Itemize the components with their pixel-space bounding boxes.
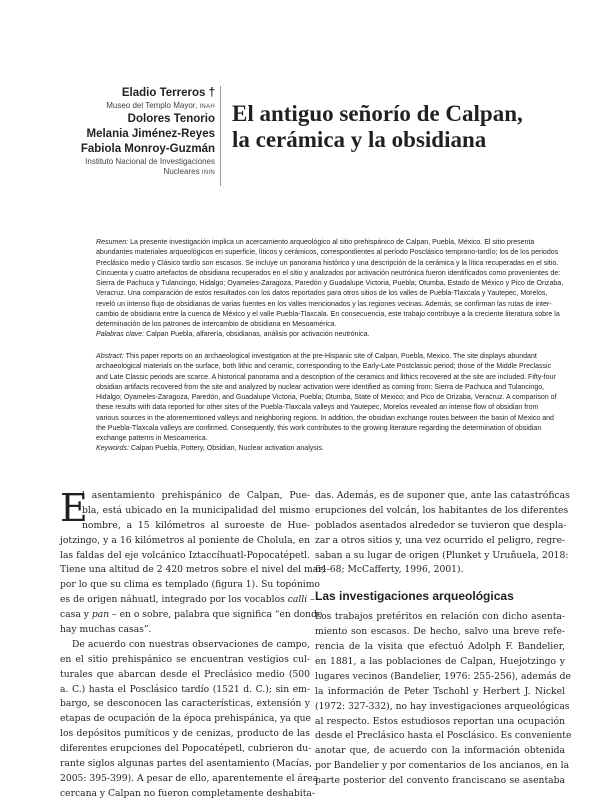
body-line: zar a otros sitios y, una vez ocurrido el peligro, regre- — [315, 534, 566, 546]
body-line: De acuerdo con nuestras observaciones de campo, — [72, 638, 310, 650]
affiliation-code: ININ — [201, 170, 215, 176]
keywords-text: Calpan Puebla, Pottery, Obsidian, Nuclear activation analysis. — [130, 445, 324, 453]
abstract-line — [96, 352, 537, 362]
body-line: parte posterior del convento franciscano se asentaba — [315, 775, 565, 787]
body-line: jotzingo, y a 16 kilómetros al poniente de Cholula, en — [60, 534, 310, 546]
author-name: Fabiola Monroy-Guzmán — [80, 143, 215, 155]
body-column-left — [60, 486, 325, 802]
body-line: al respecto. Estos estudiosos reportan una ocupación — [315, 715, 565, 727]
abstract-line: cambio de obsidiana entre la cuenca de México y el valle Puebla-Tlaxcala. En consecuencia, este trabajo contribuye a la creciente literatura sobre la — [96, 310, 560, 318]
body-line: poblados asentados alrededor se tuvieron que despla- — [315, 519, 567, 531]
drop-cap: E — [60, 486, 88, 530]
abstract-line: archaeological materials on the surface, both lithic and ceramic, corresponding to the Early-Late Postclassic period; those of the Middle Preclassic — [96, 363, 552, 371]
body-line: 2005: 395-399). A pesar de ello, aparentemente el área — [60, 772, 319, 784]
body-line: por Bandelier y por comentarios de los ancianos, en la — [315, 760, 570, 772]
title-line: la cerámica y la obsidiana — [232, 127, 487, 152]
abstract-line: abundantes materiales arqueológicos en superficie, líticos y cerámicos, correspondientes al período Posclásico temprano-tardío; los de los periodos — [96, 249, 559, 257]
abstract-label: Resumen: — [96, 239, 129, 246]
body-line: anotar que, de acuerdo con la información obtenida — [315, 745, 565, 757]
abstract-text: This paper reports on an archaeological investigation at the pre-Hispanic site of Calpan, Puebla, Mexico. The site displays abundant — [125, 353, 537, 360]
abstract-line: Veracruz. Una comparación de estos resultados con los datos reportados para otros sitios de los valles de Puebla-Tlaxcala y Yautepec, Morelos, — [96, 290, 548, 298]
title-line: El antiguo señorío de Calpan, — [232, 101, 523, 126]
abstract-line: and Late Classic periods are scarce. A historical panorama and a description of the ceramics and lithics recovered at the site are included. Fifty-four — [96, 373, 556, 381]
body-line: das. Además, es de suponer que, ante las catastróficas — [315, 490, 570, 501]
body-line: cercana y Calpan no fueron completamente deshabita- — [60, 787, 316, 799]
body-line: erupciones del volcán, los habitantes de los diferentes — [315, 504, 569, 516]
body-line: hay muchas casas”. — [60, 624, 152, 636]
author-name: Dolores Tenorio — [127, 113, 215, 125]
body-line: Los trabajos pretéritos en relación con dicho asenta- — [315, 611, 565, 623]
abstract-line: the Puebla-Tlaxcala valleys are confirmed. Consequently, this work contributes to the growing literature regarding the determination of obsidian — [96, 424, 542, 432]
author-list — [15, 86, 215, 178]
author-affiliation — [65, 157, 215, 178]
body-line: en 1881, a las poblaciones de Calpan, Huejotzingo y — [315, 656, 565, 668]
body-line: etapas de ocupación de la época prehispánica, ya que — [60, 713, 311, 725]
body-line: rante siglos algunas partes del asentamiento (Macías, — [60, 758, 312, 770]
body-line: casa y pan – en o sobre, palabra que significa “en donde — [60, 609, 323, 621]
body-line: las faldas del eje volcánico Iztaccíhuatl-Popocatépetl. — [60, 549, 310, 561]
author-name: Melania Jiménez-Reyes — [86, 128, 215, 140]
keywords-line — [96, 330, 524, 340]
abstract-line: obsidian artifacts recovered from the site and analyzed by nuclear activation were identified as coming from: Sierra de Pachuca and Tulancingo, — [96, 383, 545, 391]
italic-term: calli — [287, 594, 308, 606]
title-divider — [220, 86, 221, 186]
abstract-line: determinación de los patrones de intercambio de obsidiana en Mesoamérica. — [96, 321, 337, 328]
author-affiliation — [15, 101, 215, 112]
abstract-line: various sources in the aforementioned valleys and neighboring regions. In addition, the obsidian exchange routes between the basin of Mexico and — [96, 414, 554, 422]
body-line: a. C.) hasta el Posclásico tardío (1521 d. C.); sin em- — [60, 683, 310, 695]
body-line: miento son escasos. De hecho, salvo una breve refe- — [315, 626, 565, 638]
section-heading: Las investigaciones arqueológicas — [315, 589, 514, 604]
abstract-line: these results with data reported for other sites of the Puebla-Tlaxcala valleys and Yautepec, Morelos revealed an intense flow of obsidian from — [96, 404, 539, 412]
body-line: turales que abarcan desde el Preclásico medio (500 — [60, 668, 310, 680]
affiliation-text: Instituto Nacional de Investigaciones Nucleares — [85, 157, 215, 176]
abstract-english — [96, 352, 557, 455]
keywords-label: Keywords: — [96, 445, 129, 453]
body-line: la información de Peter Tschohl y Herbert J. Nickel — [315, 685, 565, 697]
keywords-line — [96, 444, 524, 454]
abstract-line: Sierra de Pachuca y Tulancingo, Hidalgo; Oyameles-Zaragoza, Paredón y Guadalupe Victoria, Puebla; Otumba, Estado de México y Pico de Orizaba, — [96, 280, 564, 287]
body-line: saban a su lugar de origen (Plunket y Uruñuela, 2018: — [315, 549, 569, 561]
body-line: lugares vecinos (Bandelier, 1976: 255-256), además de — [315, 670, 571, 682]
abstract-label: Abstract: — [96, 353, 124, 360]
body-line: 64-68; McCafferty, 1996, 2001). — [315, 564, 464, 576]
body-column-right — [315, 489, 572, 789]
body-line: l asentamiento prehispánico de Calpan, Pue- — [82, 490, 310, 501]
affiliation-code: INAH — [199, 104, 215, 110]
body-line: diferentes erupciones del Popocatépetl, cubrieron du- — [60, 743, 312, 755]
keywords-label: Palabras clave: — [96, 331, 145, 339]
keywords-text: Calpan Puebla, alfarería, obsidianas, análisis por activación neutrónica. — [146, 331, 370, 339]
author-name: Eladio Terreros † — [121, 87, 215, 99]
body-line: bla, está ubicado en la municipalidad del mismo — [82, 504, 310, 516]
affiliation-text: Museo del Templo Mayor, — [106, 101, 198, 110]
abstract-line: Preclásico medio y Clásico tardío son escasos. Se incluye un panorama histórico y una descripción de la cerámica y la lítica recuperadas en el sitio. — [96, 259, 559, 267]
body-line: desde el Preclásico hasta el Posclásico. Es conveniente — [315, 730, 572, 742]
abstract-line: Cincuenta y cuatro artefactos de obsidiana recuperados en el sitio y analizados por activación neutrónica fueron identificados como provenientes de: — [96, 269, 561, 277]
body-line: nombre, a 15 kilómetros al suroeste de Hue- — [82, 519, 310, 531]
body-line: Tiene una altitud de 2 420 metros sobre el nivel del mar, — [60, 564, 325, 576]
body-line: rencia de la visita que efectuó Adolph F. Bandelier, — [315, 641, 565, 653]
abstract-spanish — [96, 238, 564, 341]
body-line: en el sitio prehispánico se encuentran vestigios cul- — [60, 653, 310, 665]
body-line: bargo, se desconocen las características, extensión y — [60, 698, 310, 710]
article-title — [232, 101, 612, 153]
body-line: por lo que su clima es templado (figura 1). Su topónimo — [60, 579, 320, 591]
abstract-line: reveló un intenso flujo de obsidianas de varias fuentes en los valles mencionados y las regiones vecinas. Además, se confirman las rutas de inter- — [96, 300, 552, 308]
abstract-line: Hidalgo; Oyameles-Zaragoza, Paredón, and Guadalupe Victoria, Puebla; Otumba, State of Mexico; and Pico de Orizaba, Veracruz. A comparison of — [96, 394, 557, 401]
body-line: (1972: 327-332), no hay investigaciones arqueológicas — [315, 700, 570, 712]
italic-term: pan — [91, 609, 110, 621]
abstract-line — [96, 238, 535, 248]
abstract-line: exchange patterns in Mesoamerica. — [96, 435, 208, 442]
body-line: es de origen náhuatl, integrado por los vocablos calli – — [60, 594, 315, 606]
abstract-text: La presente investigación implica un acercamiento arqueológico al sitio prehispánico de Calpan, Puebla, México. El sitio presenta — [130, 239, 535, 246]
body-line: los depósitos pumíticos y de cenizas, producto de las — [60, 728, 310, 740]
